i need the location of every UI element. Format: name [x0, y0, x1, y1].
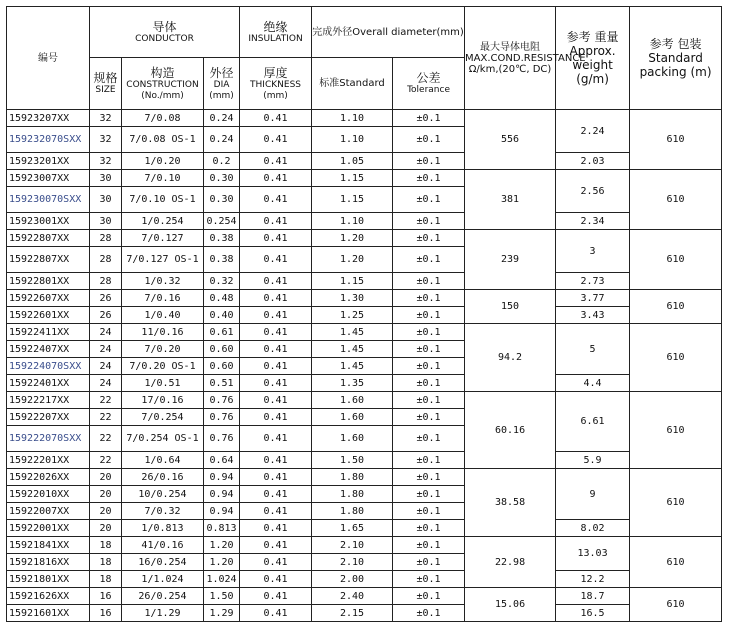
- cell-weight: 12.2: [556, 571, 630, 588]
- cell-size: 24: [90, 324, 122, 341]
- cell-size: 18: [90, 537, 122, 554]
- cell-dia: 0.76: [204, 392, 240, 409]
- cell-thickness: 0.41: [240, 324, 312, 341]
- cell-construction: 1/0.32: [122, 273, 204, 290]
- cell-thickness: 0.41: [240, 486, 312, 503]
- cell-code: 159230070SXX: [7, 187, 90, 213]
- cell-size: 20: [90, 469, 122, 486]
- header-packing-en: Standard packing (m): [639, 51, 712, 79]
- cell-size: 32: [90, 110, 122, 127]
- header-conductor: [90, 7, 240, 58]
- header-insulation-en: INSULATION: [248, 33, 303, 44]
- cell-thickness: 0.41: [240, 213, 312, 230]
- cell-construction: 41/0.16: [122, 537, 204, 554]
- cell-size: 22: [90, 426, 122, 452]
- header-construction: [122, 58, 204, 110]
- cell-tolerance: ±0.1: [393, 213, 465, 230]
- cell-thickness: 0.41: [240, 110, 312, 127]
- cell-construction: 1/0.40: [122, 307, 204, 324]
- cell-standard: 2.00: [312, 571, 393, 588]
- cell-code: 15922607XX: [7, 290, 90, 307]
- cell-thickness: 0.41: [240, 273, 312, 290]
- cell-weight: 5: [556, 324, 630, 375]
- cell-tolerance: ±0.1: [393, 554, 465, 571]
- cell-tolerance: ±0.1: [393, 230, 465, 247]
- cell-size: 22: [90, 452, 122, 469]
- cell-construction: 7/0.32: [122, 503, 204, 520]
- cell-tolerance: ±0.1: [393, 375, 465, 392]
- cell-construction: 10/0.254: [122, 486, 204, 503]
- cell-construction: 1/1.024: [122, 571, 204, 588]
- header-packing-cn: 参考 包装: [649, 37, 702, 51]
- header-thickness-cn: 厚度: [263, 65, 288, 80]
- cell-thickness: 0.41: [240, 187, 312, 213]
- cell-code: 15922217XX: [7, 392, 90, 409]
- cell-standard: 1.10: [312, 127, 393, 153]
- cell-tolerance: ±0.1: [393, 110, 465, 127]
- cell-resistance: 15.06: [465, 588, 556, 622]
- cell-code: 15922807XX: [7, 247, 90, 273]
- cell-standard: 1.30: [312, 290, 393, 307]
- header-dia: [204, 58, 240, 110]
- cell-resistance: 239: [465, 230, 556, 290]
- header-weight-en: Approx. weight (g/m): [569, 44, 616, 86]
- cell-size: 16: [90, 588, 122, 605]
- cell-dia: 0.60: [204, 358, 240, 375]
- cell-construction: 7/0.16: [122, 290, 204, 307]
- cell-construction: 1/0.254: [122, 213, 204, 230]
- cell-construction: 1/1.29: [122, 605, 204, 622]
- table-row: [7, 588, 722, 605]
- cell-standard: 1.45: [312, 358, 393, 375]
- cell-tolerance: ±0.1: [393, 503, 465, 520]
- cell-dia: 0.38: [204, 247, 240, 273]
- cell-tolerance: ±0.1: [393, 605, 465, 622]
- cell-standard: 1.60: [312, 392, 393, 409]
- cell-size: 24: [90, 358, 122, 375]
- cell-dia: 1.20: [204, 537, 240, 554]
- cell-tolerance: ±0.1: [393, 426, 465, 452]
- cell-size: 30: [90, 170, 122, 187]
- cell-standard: 1.60: [312, 426, 393, 452]
- cell-standard: 2.10: [312, 537, 393, 554]
- cell-standard: 1.80: [312, 486, 393, 503]
- cell-standard: 1.50: [312, 452, 393, 469]
- cell-resistance: 150: [465, 290, 556, 324]
- cell-thickness: 0.41: [240, 605, 312, 622]
- cell-standard: 1.20: [312, 247, 393, 273]
- cell-resistance: 94.2: [465, 324, 556, 392]
- cell-packing: 610: [630, 537, 722, 588]
- cell-code: 15922010XX: [7, 486, 90, 503]
- cell-thickness: 0.41: [240, 588, 312, 605]
- cell-size: 16: [90, 605, 122, 622]
- cell-thickness: 0.41: [240, 247, 312, 273]
- table-row: [7, 213, 722, 230]
- header-size-en: SIZE: [95, 85, 116, 95]
- table-row: [7, 537, 722, 554]
- table-row: [7, 392, 722, 409]
- cell-standard: 1.65: [312, 520, 393, 537]
- cell-weight: 8.02: [556, 520, 630, 537]
- cell-size: 28: [90, 273, 122, 290]
- cell-packing: 610: [630, 230, 722, 290]
- cell-standard: 1.80: [312, 469, 393, 486]
- cell-tolerance: ±0.1: [393, 409, 465, 426]
- table-row: [7, 307, 722, 324]
- cell-weight: 4.4: [556, 375, 630, 392]
- table-row: [7, 153, 722, 170]
- table-row: [7, 571, 722, 588]
- cell-size: 30: [90, 213, 122, 230]
- cell-size: 24: [90, 341, 122, 358]
- header-size: [90, 58, 122, 110]
- cell-size: 20: [90, 486, 122, 503]
- cell-dia: 0.813: [204, 520, 240, 537]
- header-tolerance: [393, 58, 465, 110]
- header-tolerance-en: Tolerance: [407, 85, 450, 95]
- cell-standard: 1.45: [312, 341, 393, 358]
- cell-standard: 1.25: [312, 307, 393, 324]
- cell-tolerance: ±0.1: [393, 520, 465, 537]
- cell-construction: 7/0.20 OS-1: [122, 358, 204, 375]
- cell-construction: 1/0.51: [122, 375, 204, 392]
- cell-code: 159222070SXX: [7, 426, 90, 452]
- cell-dia: 1.20: [204, 554, 240, 571]
- header-insulation-cn: 绝缘: [263, 19, 288, 34]
- cell-tolerance: ±0.1: [393, 469, 465, 486]
- cell-standard: 1.80: [312, 503, 393, 520]
- cell-tolerance: ±0.1: [393, 307, 465, 324]
- cell-tolerance: ±0.1: [393, 290, 465, 307]
- cell-code: 15923207XX: [7, 110, 90, 127]
- cell-packing: 610: [630, 324, 722, 392]
- cell-dia: 0.254: [204, 213, 240, 230]
- cell-code: 15922807XX: [7, 230, 90, 247]
- cell-tolerance: ±0.1: [393, 537, 465, 554]
- header-size-cn: 规格: [93, 71, 118, 85]
- cell-construction: 17/0.16: [122, 392, 204, 409]
- cell-dia: 0.48: [204, 290, 240, 307]
- cell-thickness: 0.41: [240, 290, 312, 307]
- cell-construction: 7/0.254: [122, 409, 204, 426]
- header-construction-cn: 构造: [150, 65, 175, 80]
- cell-tolerance: ±0.1: [393, 571, 465, 588]
- cell-dia: 0.76: [204, 409, 240, 426]
- cell-code: 15922601XX: [7, 307, 90, 324]
- cell-size: 26: [90, 290, 122, 307]
- cell-code: 15923201XX: [7, 153, 90, 170]
- cell-standard: 1.15: [312, 187, 393, 213]
- cell-dia: 0.51: [204, 375, 240, 392]
- cell-construction: 16/0.254: [122, 554, 204, 571]
- cell-code: 15921841XX: [7, 537, 90, 554]
- cell-code: 15922001XX: [7, 520, 90, 537]
- cell-dia: 0.30: [204, 170, 240, 187]
- cell-tolerance: ±0.1: [393, 588, 465, 605]
- cell-code: 15922007XX: [7, 503, 90, 520]
- cell-dia: 0.24: [204, 127, 240, 153]
- cell-tolerance: ±0.1: [393, 153, 465, 170]
- cell-code: 15922401XX: [7, 375, 90, 392]
- cell-weight: 2.03: [556, 153, 630, 170]
- cell-code: 159232070SXX: [7, 127, 90, 153]
- cell-tolerance: ±0.1: [393, 392, 465, 409]
- cell-weight: 2.73: [556, 273, 630, 290]
- cell-standard: 1.15: [312, 273, 393, 290]
- header-dia-en: DIA (mm): [209, 79, 234, 101]
- cell-size: 22: [90, 392, 122, 409]
- cell-thickness: 0.41: [240, 127, 312, 153]
- cell-tolerance: ±0.1: [393, 127, 465, 153]
- table-row: [7, 375, 722, 392]
- cell-tolerance: ±0.1: [393, 324, 465, 341]
- cell-weight: 18.7: [556, 588, 630, 605]
- cell-dia: 0.61: [204, 324, 240, 341]
- cell-weight: 5.9: [556, 452, 630, 469]
- cell-thickness: 0.41: [240, 392, 312, 409]
- cell-thickness: 0.41: [240, 409, 312, 426]
- cell-construction: 26/0.16: [122, 469, 204, 486]
- cell-size: 20: [90, 503, 122, 520]
- cell-thickness: 0.41: [240, 153, 312, 170]
- cell-dia: 0.24: [204, 110, 240, 127]
- cell-construction: 7/0.127: [122, 230, 204, 247]
- cell-construction: 11/0.16: [122, 324, 204, 341]
- cell-thickness: 0.41: [240, 554, 312, 571]
- cell-dia: 0.38: [204, 230, 240, 247]
- cell-dia: 0.76: [204, 426, 240, 452]
- cell-code: 15921601XX: [7, 605, 90, 622]
- cell-standard: 1.05: [312, 153, 393, 170]
- cell-packing: 610: [630, 170, 722, 230]
- cell-packing: 610: [630, 290, 722, 324]
- cell-standard: 2.10: [312, 554, 393, 571]
- header-dia-cn: 外径: [209, 65, 234, 80]
- cell-thickness: 0.41: [240, 307, 312, 324]
- cell-dia: 0.64: [204, 452, 240, 469]
- cell-resistance: 38.58: [465, 469, 556, 537]
- cell-standard: 1.35: [312, 375, 393, 392]
- cell-size: 18: [90, 554, 122, 571]
- cell-dia: 1.024: [204, 571, 240, 588]
- cell-standard: 1.10: [312, 213, 393, 230]
- cell-weight: 2.34: [556, 213, 630, 230]
- header-tolerance-cn: 公差: [416, 71, 441, 85]
- cell-weight: 6.61: [556, 392, 630, 452]
- cell-size: 18: [90, 571, 122, 588]
- cell-tolerance: ±0.1: [393, 273, 465, 290]
- cell-construction: 1/0.64: [122, 452, 204, 469]
- cell-tolerance: ±0.1: [393, 247, 465, 273]
- cell-construction: 7/0.08: [122, 110, 204, 127]
- cell-size: 26: [90, 307, 122, 324]
- cell-dia: 0.94: [204, 469, 240, 486]
- cell-weight: 13.03: [556, 537, 630, 571]
- cell-code: 15922411XX: [7, 324, 90, 341]
- cell-thickness: 0.41: [240, 358, 312, 375]
- cell-construction: 1/0.813: [122, 520, 204, 537]
- cell-dia: 0.60: [204, 341, 240, 358]
- header-thickness-en: THICKNESS (mm): [250, 79, 301, 101]
- cell-code: 15921626XX: [7, 588, 90, 605]
- cell-thickness: 0.41: [240, 230, 312, 247]
- header-insulation: [240, 7, 312, 58]
- cell-code: 15922026XX: [7, 469, 90, 486]
- cell-tolerance: ±0.1: [393, 170, 465, 187]
- cell-standard: 1.10: [312, 110, 393, 127]
- cell-thickness: 0.41: [240, 537, 312, 554]
- header-overall-diameter: 完成外径Overall diameter(mm): [312, 7, 465, 58]
- cell-weight: 3.77: [556, 290, 630, 307]
- cell-construction: 7/0.20: [122, 341, 204, 358]
- cell-dia: 0.94: [204, 503, 240, 520]
- cell-size: 28: [90, 247, 122, 273]
- table-row: [7, 230, 722, 247]
- header-construction-en: CONSTRUCTION (No./mm): [126, 79, 199, 101]
- cell-packing: 610: [630, 588, 722, 622]
- cell-dia: 0.2: [204, 153, 240, 170]
- cell-thickness: 0.41: [240, 341, 312, 358]
- cable-spec-table: [6, 6, 722, 622]
- cell-resistance: 381: [465, 170, 556, 230]
- header-standard-packing: [630, 7, 722, 110]
- cell-thickness: 0.41: [240, 170, 312, 187]
- header-thickness: [240, 58, 312, 110]
- cell-code: 15922801XX: [7, 273, 90, 290]
- cell-code: 159224070SXX: [7, 358, 90, 375]
- cell-packing: 610: [630, 110, 722, 170]
- cell-standard: 1.60: [312, 409, 393, 426]
- cell-thickness: 0.41: [240, 452, 312, 469]
- cell-construction: 1/0.20: [122, 153, 204, 170]
- cell-standard: 2.15: [312, 605, 393, 622]
- cell-construction: 26/0.254: [122, 588, 204, 605]
- cell-resistance: 22.98: [465, 537, 556, 588]
- cell-thickness: 0.41: [240, 503, 312, 520]
- cell-dia: 0.30: [204, 187, 240, 213]
- cell-size: 30: [90, 187, 122, 213]
- cell-construction: 7/0.08 OS-1: [122, 127, 204, 153]
- cell-dia: 0.32: [204, 273, 240, 290]
- cell-tolerance: ±0.1: [393, 187, 465, 213]
- header-conductor-en: CONDUCTOR: [135, 33, 194, 44]
- cell-tolerance: ±0.1: [393, 452, 465, 469]
- header-max-resistance: 最大导体电阻 MAX.COND.RESISTANCE Ω/km,(20℃, DC): [465, 7, 556, 110]
- cell-size: 32: [90, 153, 122, 170]
- cell-size: 20: [90, 520, 122, 537]
- cell-standard: 1.20: [312, 230, 393, 247]
- table-row: [7, 469, 722, 486]
- header-weight-cn: 参考 重量: [566, 30, 619, 44]
- cell-standard: 2.40: [312, 588, 393, 605]
- cell-code: 15921816XX: [7, 554, 90, 571]
- cell-code: 15922407XX: [7, 341, 90, 358]
- cell-size: 28: [90, 230, 122, 247]
- table-row: [7, 452, 722, 469]
- table-row: [7, 273, 722, 290]
- cell-thickness: 0.41: [240, 520, 312, 537]
- cell-code: 15921801XX: [7, 571, 90, 588]
- header-standard: 标准Standard: [312, 58, 393, 110]
- cell-code: 15923007XX: [7, 170, 90, 187]
- cell-packing: 610: [630, 469, 722, 537]
- cell-construction: 7/0.10 OS-1: [122, 187, 204, 213]
- cell-thickness: 0.41: [240, 426, 312, 452]
- cell-dia: 1.50: [204, 588, 240, 605]
- header-code: 编号: [7, 7, 90, 110]
- cell-thickness: 0.41: [240, 375, 312, 392]
- table-row: [7, 110, 722, 127]
- cell-dia: 0.40: [204, 307, 240, 324]
- cell-dia: 1.29: [204, 605, 240, 622]
- cell-code: 15922207XX: [7, 409, 90, 426]
- table-row: [7, 290, 722, 307]
- cell-resistance: 556: [465, 110, 556, 170]
- cell-resistance: 60.16: [465, 392, 556, 469]
- cell-construction: 7/0.127 OS-1: [122, 247, 204, 273]
- cell-dia: 0.94: [204, 486, 240, 503]
- cell-size: 24: [90, 375, 122, 392]
- cell-construction: 7/0.10: [122, 170, 204, 187]
- cell-code: 15922201XX: [7, 452, 90, 469]
- cell-construction: 7/0.254 OS-1: [122, 426, 204, 452]
- header-conductor-cn: 导体: [152, 19, 177, 34]
- cell-code: 15923001XX: [7, 213, 90, 230]
- cell-tolerance: ±0.1: [393, 486, 465, 503]
- cell-tolerance: ±0.1: [393, 358, 465, 375]
- cell-weight: 9: [556, 469, 630, 520]
- table-row: [7, 324, 722, 341]
- cell-weight: 16.5: [556, 605, 630, 622]
- table-row: [7, 605, 722, 622]
- cell-thickness: 0.41: [240, 571, 312, 588]
- cell-weight: 3.43: [556, 307, 630, 324]
- cell-size: 22: [90, 409, 122, 426]
- cell-standard: 1.45: [312, 324, 393, 341]
- cell-packing: 610: [630, 392, 722, 469]
- cell-weight: 2.56: [556, 170, 630, 213]
- cell-standard: 1.15: [312, 170, 393, 187]
- cell-weight: 2.24: [556, 110, 630, 153]
- cell-tolerance: ±0.1: [393, 341, 465, 358]
- cell-size: 32: [90, 127, 122, 153]
- cell-weight: 3: [556, 230, 630, 273]
- table-row: [7, 520, 722, 537]
- cell-thickness: 0.41: [240, 469, 312, 486]
- table-row: [7, 170, 722, 187]
